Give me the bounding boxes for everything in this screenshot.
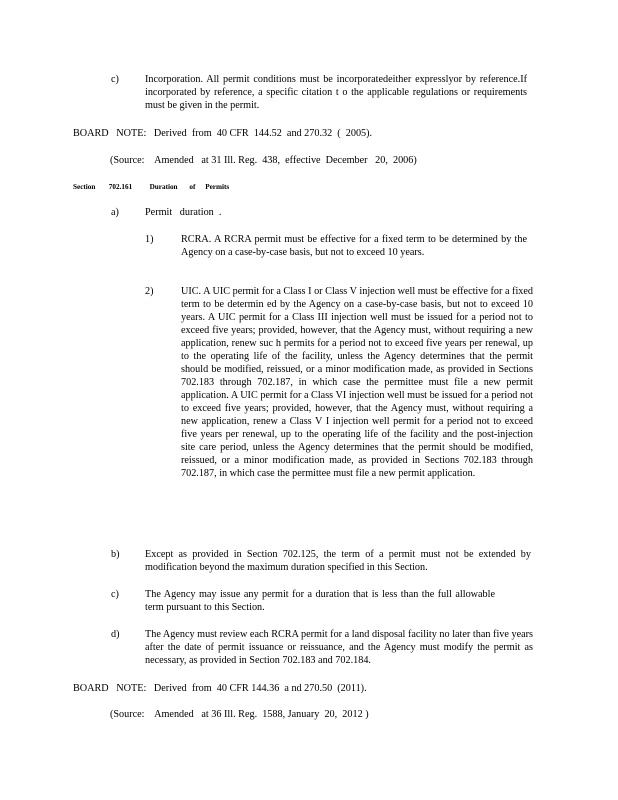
section-heading <box>73 182 229 192</box>
section-number: 702.161 <box>108 183 133 191</box>
section-title-word: of <box>189 183 196 191</box>
rcra-paragraph: RCRA. A RCRA permit must be effective for a fixed term to be determined by the Agency on a case-by-case basis, but not to exceed 10 years. <box>181 234 527 258</box>
item-label: c) <box>111 74 119 85</box>
duration-paragraph: The Agency may issue any permit for a duration that is less than the full allowable term pursuant to this Section. <box>145 589 495 613</box>
source-note: (Source: Amended at 36 Ill. Reg. 1588, January 20, 2012 ) <box>110 709 369 720</box>
board-note: BOARD NOTE: Derived from 40 CFR 144.52 and 270.32 ( 2005). <box>73 128 373 139</box>
section-title-word: Duration <box>149 183 178 191</box>
board-note: BOARD NOTE: Derived from 40 CFR 144.36 a nd 270.50 (2011). <box>73 683 367 694</box>
source-note: (Source: Amended at 31 Ill. Reg. 438, effective December 20, 2006) <box>110 155 417 166</box>
section-title-word: Permits <box>205 183 230 191</box>
extension-paragraph: Except as provided in Section 702.125, the term of a permit must not be extended by modification beyond the maximum duration specified in this Section. <box>145 549 531 573</box>
item-label: 1) <box>145 234 154 245</box>
uic-paragraph: UIC. A UIC permit for a Class I or Class V injection well must be effective for a fixed term to be determin ed by the Agency on a case-by-case basis, but not to exceed 10 years. A UIC permit for a Class III injection well must be issued for a period not to exceed five years; provided, however, that the Agency must, without requiring a new application, renew suc h permits for a period not to exceed five years per renewal, up to the operating life of the facility, unless the Agency determines that the permit should be modified, reissued, or a minor modification made, as provided in Sections 702.183 through 702.187, in which case the permittee must file a new permit application. A UIC permit for a Class VI injection well must be issued for a period not to exceed five years; provided, however, that the Agency must, without requiring a new application, renew a Class V I injection well permit for a period not to exceed five years per renewal, up to the operating life of the facility and the post-injection site care period, unless the Agency determines that the permit should be modified, reissued, or a minor modification made, as provided in Sections 702.183 through 702.187, in which case the permittee must file a new permit application. <box>181 286 533 479</box>
item-label: c) <box>111 589 119 600</box>
subsection-heading: Permit duration . <box>145 207 222 218</box>
item-label: a) <box>111 207 119 218</box>
section-label: Section <box>73 183 96 191</box>
item-label: b) <box>111 549 120 560</box>
item-label: 2) <box>145 286 154 297</box>
item-label: d) <box>111 629 120 640</box>
review-paragraph: The Agency must review each RCRA permit for a land disposal facility no later than five years after the date of permit issuance or reissuance, and the Agency must modify the permit as necessary, as provided in Section 702.183 and 702.184. <box>145 629 533 666</box>
incorporation-paragraph: Incorporation. All permit conditions must be incorporatedeither expresslyor by reference.If incorporated by reference, a specific citation t o the applicable regulations or requirements must be given in the permit. <box>145 74 527 111</box>
